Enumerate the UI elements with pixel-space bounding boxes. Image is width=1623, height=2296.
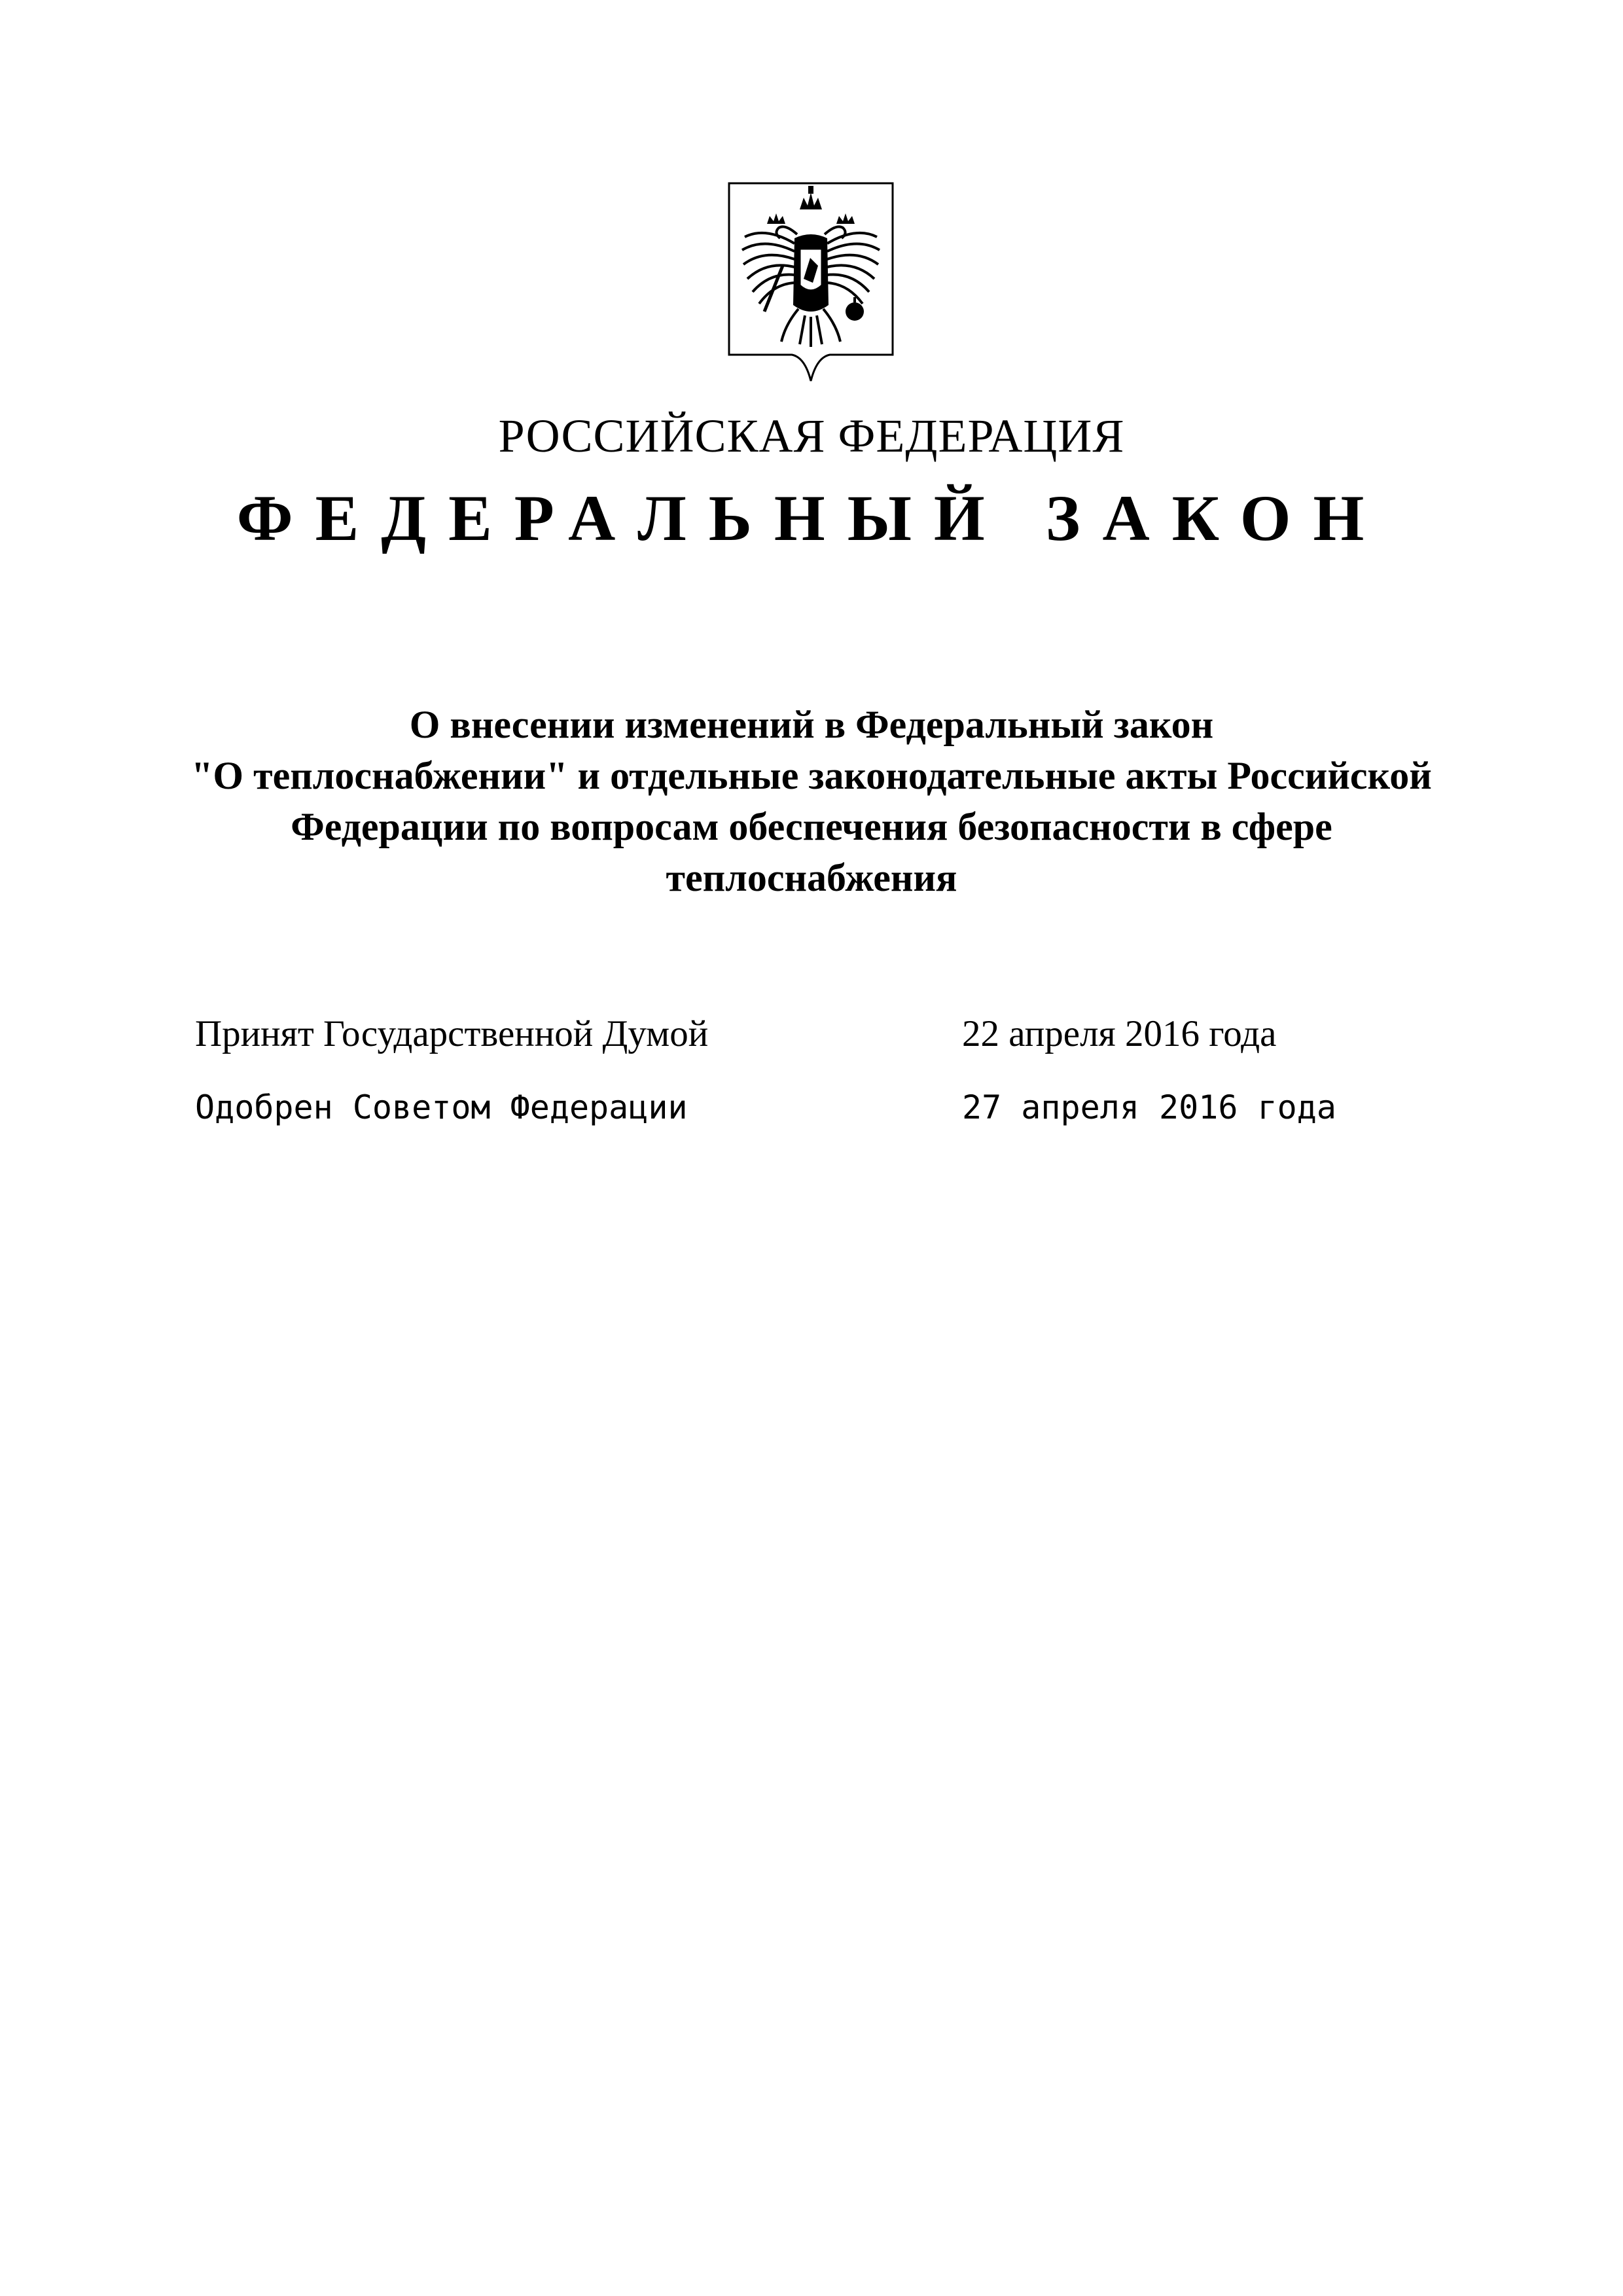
adoption-duma-date: 22 апреля 2016 года <box>962 1013 1277 1054</box>
adoption-council-label: Одобрен Советом Федерации <box>195 1088 688 1126</box>
russian-coat-of-arms-icon <box>726 181 895 384</box>
adoption-duma-label: Принят Государственной Думой <box>195 1013 709 1054</box>
document-type-heading: ФЕДЕРАЛЬНЫЙ ЗАКОН <box>236 482 1387 554</box>
law-title-line: "О теплоснабжении" и отдельные законодательные акты Российской <box>191 754 1432 797</box>
law-title-line: теплоснабжения <box>666 856 957 899</box>
country-name: РОССИЙСКАЯ ФЕДЕРАЦИЯ <box>498 410 1125 462</box>
adoption-council-date: 27 апреля 2016 года <box>962 1088 1336 1126</box>
law-title-line: Федерации по вопросам обеспечения безопасности в сфере <box>291 805 1332 848</box>
law-title-line: О внесении изменений в Федеральный закон <box>409 703 1214 746</box>
law-title <box>157 699 1466 903</box>
adoption-row-duma <box>0 1008 1623 1060</box>
adoption-row-council <box>0 1081 1623 1134</box>
